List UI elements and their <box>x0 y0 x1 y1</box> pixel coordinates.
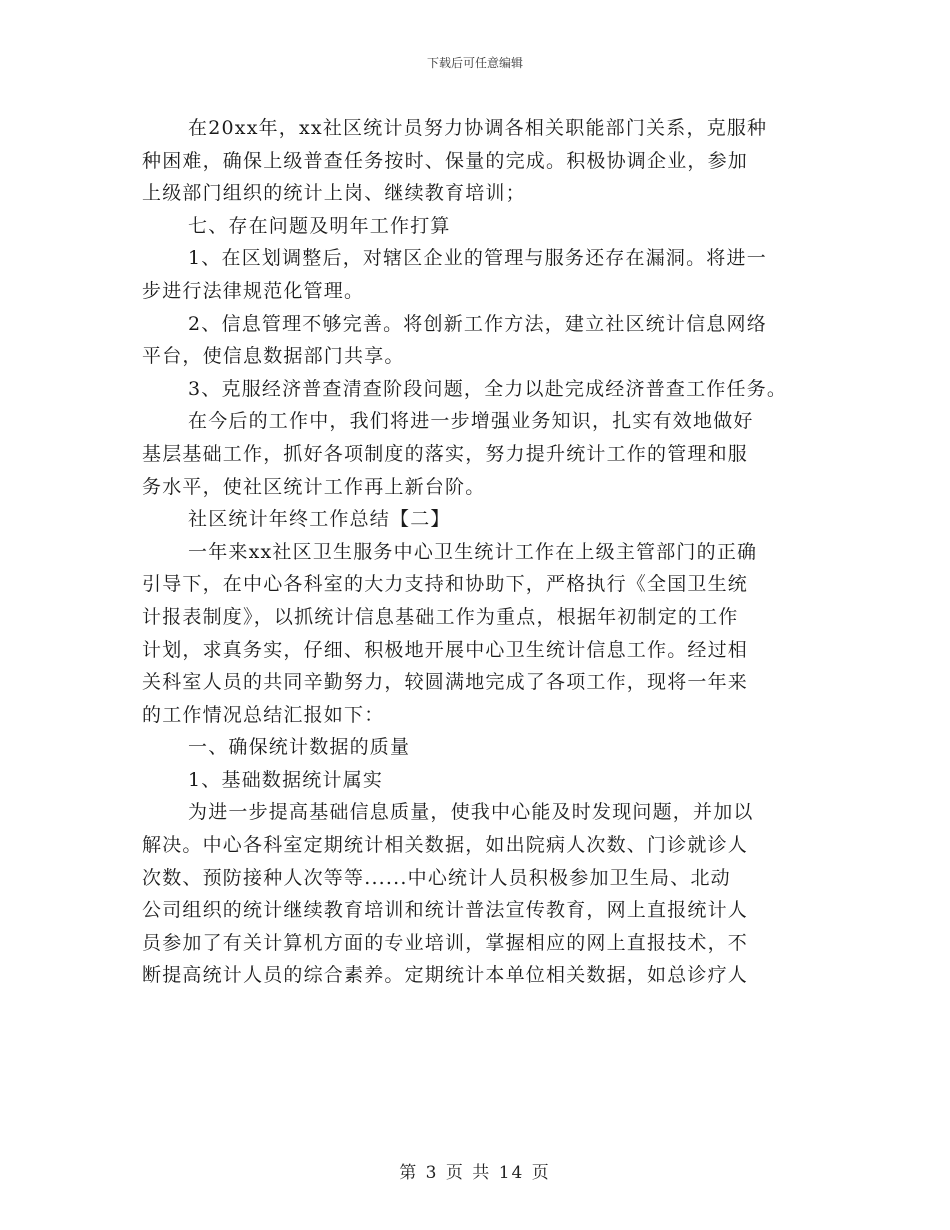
text-line: 为进一步提高基础信息质量，使我中心能及时发现问题，并加以 <box>188 801 754 824</box>
text-line: 步进行法律规范化管理。 <box>142 279 365 302</box>
page-header: 下载后可任意编辑 <box>426 56 523 70</box>
text-line: 断提高统计人员的综合素养。定期统计本单位相关数据，如总诊疗人 <box>142 964 749 987</box>
text-line: 员参加了有关计算机方面的专业培训，掌握相应的网上直报技术，不 <box>142 931 749 954</box>
text-line: 在20xx年，xx社区统计员努力协调各相关职能部门关系，克服种 <box>188 117 768 139</box>
text-line: 平台，使信息数据部门共享。 <box>142 345 405 368</box>
text-line: 计划，求真务实，仔细、积极地开展中心卫生统计信息工作。经过相 <box>142 638 749 661</box>
text-line: 3、克服经济普查清查阶段问题，全力以赴完成经济普查工作任务。 <box>188 377 788 400</box>
page-number-footer: 第 3 页 共 14 页 <box>399 1163 551 1183</box>
text-line: 社区统计年终工作总结【二】 <box>188 508 451 531</box>
text-line: 一年来xx社区卫生服务中心卫生统计工作在上级主管部门的正确 <box>188 540 758 563</box>
text-line: 在今后的工作中，我们将进一步增强业务知识，扎实有效地做好 <box>188 410 754 433</box>
text-line: 1、在区划调整后，对辖区企业的管理与服务还存在漏洞。将进一 <box>188 247 767 270</box>
text-line: 种困难，确保上级普查任务按时、保量的完成。积极协调企业，参加 <box>142 149 749 172</box>
text-line: 次数、预防接种人次等等......中心统计人员积极参加卫生局、北动 <box>142 866 731 889</box>
text-line: 2、信息管理不够完善。将创新工作方法，建立社区统计信息网络 <box>188 312 767 335</box>
text-line: 务水平，使社区统计工作再上新台阶。 <box>142 475 486 498</box>
text-line: 解决。中心各科室定期统计相关数据，如出院病人次数、门诊就诊人 <box>142 834 749 857</box>
text-line: 关科室人员的共同辛勤努力，较圆满地完成了各项工作，现将一年来 <box>142 671 749 694</box>
text-line: 1、基础数据统计属实 <box>188 768 384 791</box>
text-line: 计报表制度》，以抓统计信息基础工作为重点，根据年初制定的工作 <box>142 605 739 628</box>
text-line: 上级部门组织的统计上岗、继续教育培训； <box>142 182 526 205</box>
text-line: 七、存在问题及明年工作打算 <box>188 214 451 237</box>
document-body <box>142 112 832 992</box>
text-line: 基层基础工作，抓好各项制度的落实，努力提升统计工作的管理和服 <box>142 442 749 465</box>
text-line: 引导下，在中心各科室的大力支持和协助下，严格执行《全国卫生统 <box>142 573 749 596</box>
text-line: 公司组织的统计继续教育培训和统计普法宣传教育，网上直报统计人 <box>142 899 749 922</box>
text-line: 一、确保统计数据的质量 <box>188 736 411 759</box>
text-line: 的工作情况总结汇报如下： <box>142 703 385 726</box>
